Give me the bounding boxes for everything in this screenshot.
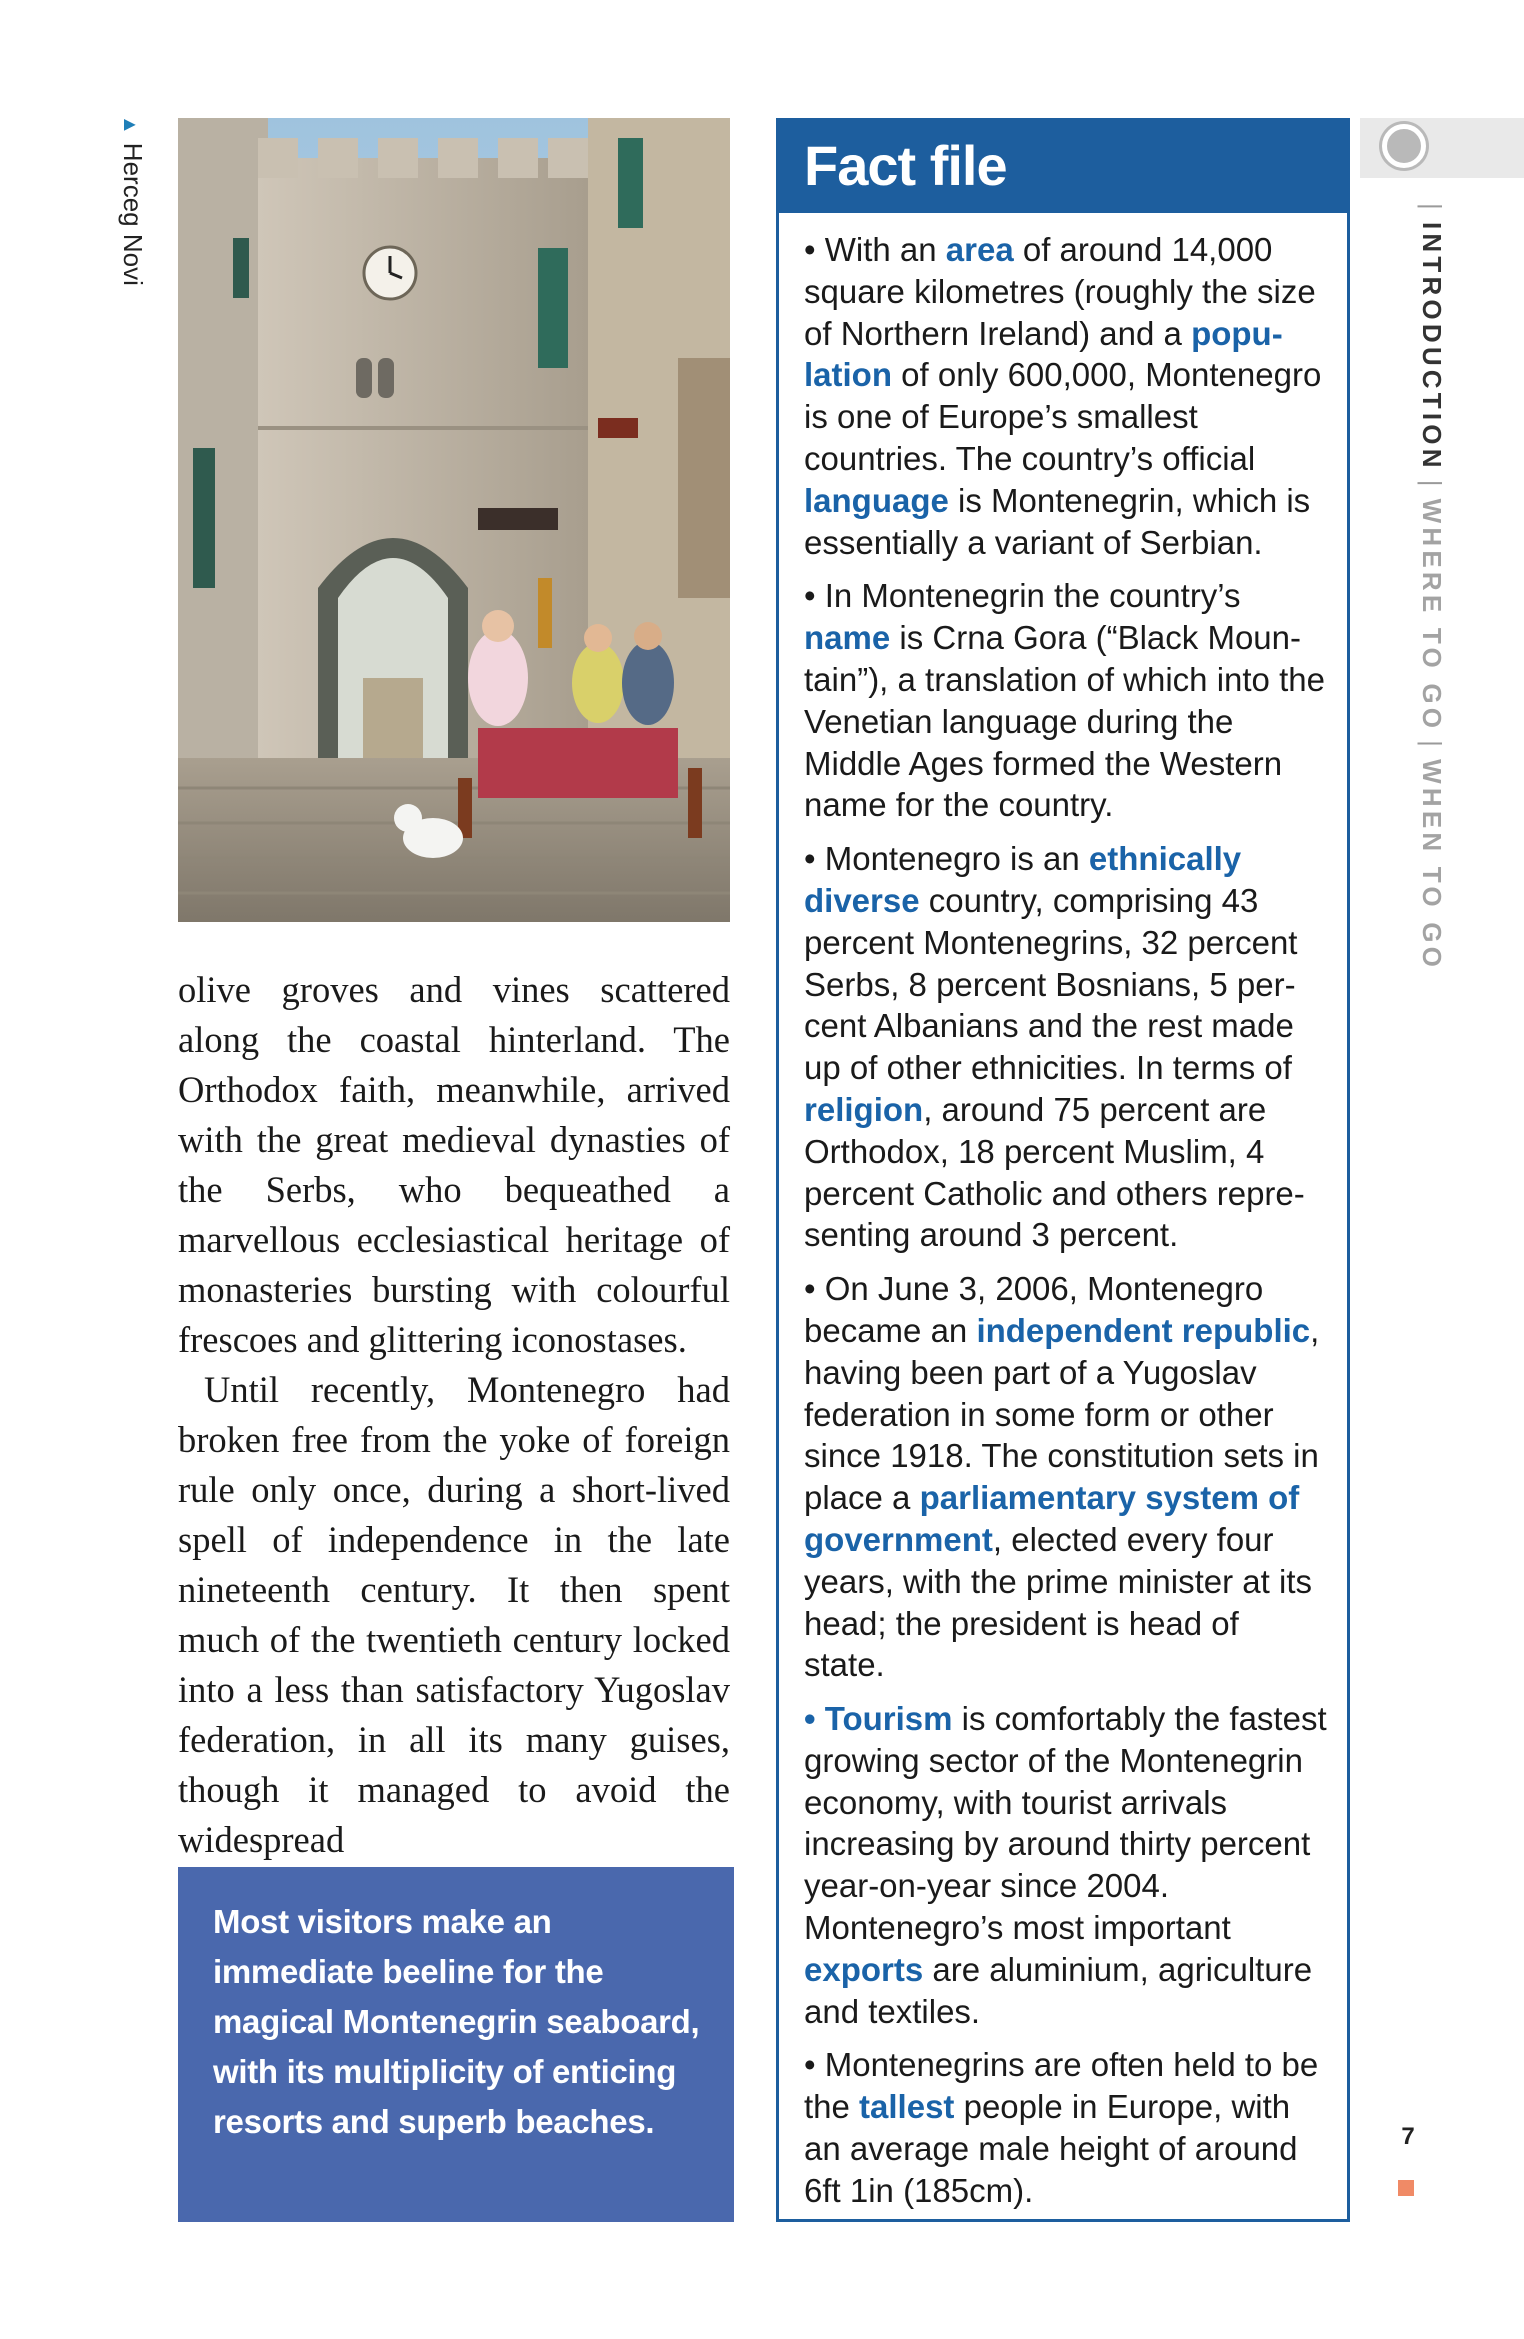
fact-text: In Montenegrin the country’s [824, 577, 1241, 615]
caption-triangle-icon: ▲ [119, 115, 141, 135]
photo-herceg-novi [178, 118, 730, 922]
fact-keyword: religion [804, 1090, 924, 1128]
section-tab-circle-icon [1382, 124, 1426, 168]
fact-keyword: parliamentary system of government [804, 1479, 1300, 1558]
fact-text: is Montenegrin, which is essentially a variant of Serbian. [804, 481, 1311, 561]
fact-text: , elected every four years, with the prime minister at its head; the president is head of state. [804, 1520, 1312, 1684]
fact-text: are aluminium, agriculture and textiles. [804, 1950, 1313, 2030]
fact-file-title: Fact file [804, 134, 1007, 197]
fact-text: is comfortably the fastest growing sector of the Montenegrin economy, with tourist arrivals increasing by around thirty percent year-on-year since 2004. Montenegro’s most important [804, 1700, 1327, 1947]
nav-separator: | [1417, 740, 1447, 752]
body-paragraph: Until recently, Montenegro had broken free from the yoke of foreign rule only once, during a short-lived spell of independence in the late nineteenth century. It then spent much of the twentieth century locked into a less than satisfactory Yugoslav federation, in all its many guises, though it managed to avoid the widespread [178, 1369, 730, 1860]
bullet-icon: • [804, 231, 825, 268]
fact-keyword: tallest [859, 2088, 955, 2126]
fact-text: With an [824, 231, 946, 268]
pull-quote [178, 1867, 734, 2222]
nav-item-where-to-go[interactable]: WHERE TO GO [1417, 498, 1447, 733]
fact-keyword: independent republic [976, 1311, 1311, 1349]
fact-text: On June 3, 2006, Montenegro became an [804, 1270, 1264, 1349]
fact-text: Montenegrins are often held to be the [804, 2046, 1319, 2126]
fact-item [804, 2044, 1327, 2211]
fact-item [804, 229, 1327, 563]
fact-text: , having been part of a Yugoslav federation in some form or other since 1918. The constitution sets in place a [804, 1311, 1320, 1517]
fact-item [804, 1698, 1327, 2032]
page-number: 7 [1401, 2123, 1415, 2150]
fact-file-box [776, 118, 1350, 2222]
body-text [178, 965, 730, 1865]
fact-text: people in Europe, with an average male height of around 6ft 1in (185cm). [804, 2088, 1298, 2209]
fact-item [804, 838, 1327, 1256]
fact-text: country, comprising 43 percent Montenegrins, 32 percent Serbs, 8 percent Bosnians, 5 percent Albanians and the rest made up of other ethnicities. In terms of [804, 881, 1298, 1087]
photo-caption-text: Herceg Novi [118, 142, 148, 286]
pull-quote-text: Most visitors make an immediate beeline for the magical Montenegrin seaboard, with its multiplicity of enticing resorts and superb beaches. [213, 1903, 700, 2140]
fact-item [804, 1268, 1327, 1686]
nav-item-when-to-go[interactable]: WHEN TO GO [1417, 759, 1447, 972]
nav-separator: | [1417, 479, 1447, 491]
nav-item-introduction[interactable]: INTRODUCTION [1417, 221, 1447, 472]
fact-keyword: ethnically diverse [804, 840, 1242, 919]
fact-keyword: population [804, 314, 1283, 394]
section-nav [1416, 195, 1447, 971]
bullet-icon: • [804, 2046, 825, 2084]
fact-keyword: exports [804, 1950, 924, 1988]
photo-caption [117, 115, 148, 286]
page-marker-square [1398, 2180, 1414, 2196]
bullet-icon: • [804, 577, 825, 615]
fact-text: , around 75 percent are Orthodox, 18 percent Muslim, 4 percent Catholic and others representing around 3 percent. [804, 1090, 1305, 1254]
fact-keyword: area [945, 231, 1014, 268]
fact-file-list [779, 213, 1347, 2212]
bullet-icon: • [804, 1270, 825, 1308]
photo-illustration [178, 118, 730, 922]
bullet-icon: • [804, 1700, 825, 1738]
bullet-icon: • [804, 840, 825, 878]
fact-keyword: language [804, 481, 949, 519]
fact-text: Montenegro is an [824, 840, 1089, 878]
fact-keyword: Tourism [824, 1700, 953, 1738]
fact-text: of only 600,000, Montenegro is one of Europe’s smallest countries. The country’s official [804, 356, 1322, 477]
fact-keyword: name [804, 619, 891, 657]
fact-text: is Crna Gora (“Black Mountain”), a translation of which into the Venetian language during the Middle Ages formed the Western name for the country. [804, 619, 1325, 824]
fact-file-header [779, 121, 1347, 213]
fact-item [804, 575, 1327, 826]
fact-text: of around 14,000 square kilometres (roughly the size of Northern Ireland) and a [804, 231, 1316, 352]
body-paragraph: olive groves and vines scattered along the coastal hinterland. The Orthodox faith, meanwhile, arrived with the great medieval dynasties of the Serbs, who bequeathed a marvellous ecclesiastical heritage of monasteries bursting with colourful frescoes and glittering iconostases. [178, 969, 730, 1360]
nav-separator: | [1417, 203, 1447, 214]
